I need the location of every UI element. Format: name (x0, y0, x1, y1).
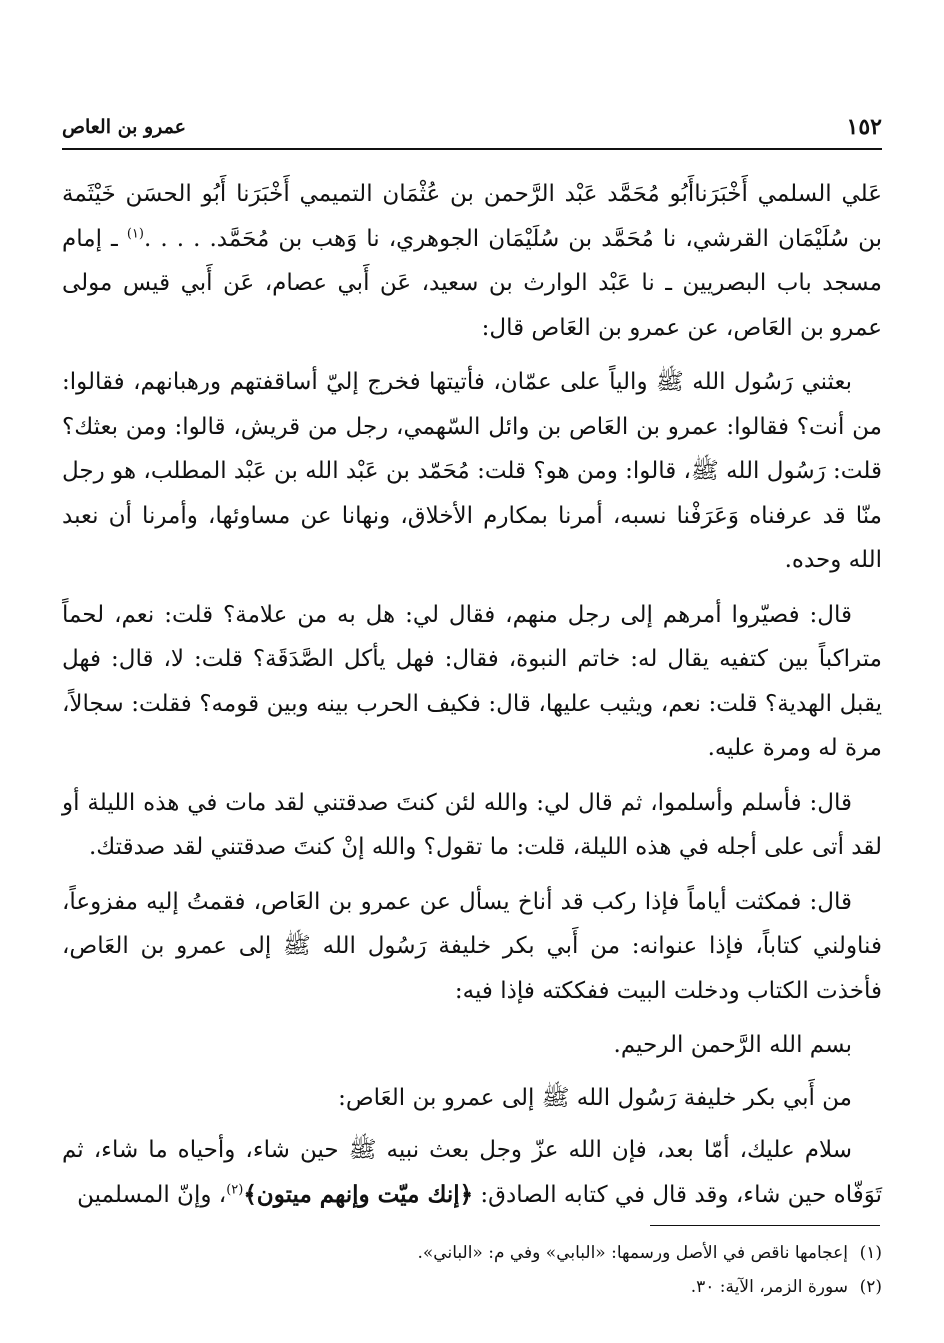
footnote-2 (62, 1270, 882, 1304)
paragraph-letter-body (62, 1128, 882, 1217)
quran-quote: ﴿إنك ميّت وإنهم ميتون﴾ (243, 1180, 474, 1208)
paragraph-text: ـ إمام مسجد باب البصريين ـ نا عَبْد الوارث بن سعيد، عَن أَبي عصام، عَن أَبي قيس مولى عمرو بن العَاص، عن عمرو بن العَاص قال: (62, 225, 882, 341)
paragraph: بعثني رَسُول الله ﷺ والياً على عمّان، فأتيتها فخرج إليّ أساقفتهم ورهبانهم، فقالوا: من أنت؟ فقالوا: عمرو بن العَاص بن وائل السّهمي، رجل من قريش، قالوا: ومن بعثك؟ قلت: رَسُول الله ﷺ، قالوا: ومن هو؟ قلت: مُحَمّد بن عَبْد الله بن عَبْد المطلب، هو رجل منّا قد عرفناه وَعَرَفْنا نسبه، أمرنا بمكارم الأخلاق، ونهانا عن مساوئها، وأمرنا أن نعبد الله وحده. (62, 369, 882, 573)
paragraph: قال: فمكثت أياماً فإذا ركب قد أناخ يسأل عن عمرو بن العَاص، فقمتُ إليه مفزوعاً، فناولني كتاباً، فإذا عنوانه: من أَبي بكر خليفة رَسُول الله ﷺ إلى عمرو بن العَاص، فأخذت الكتاب ودخلت البيت ففككته فإذا فيه: (62, 888, 882, 1004)
letter-address: من أَبي بكر خليفة رَسُول الله ﷺ إلى عمرو بن العَاص: (338, 1084, 852, 1111)
footnote-text: سورة الزمر، الآية: ٣٠. (690, 1277, 848, 1297)
footnote-divider (650, 1225, 880, 1226)
paragraph: قال: فأسلم وأسلموا، ثم قال لي: والله لئن كنتَ صدقتني لقد مات في هذه الليلة أو لقد أتى على أجله في هذه الليلة، قلت: ما تقول؟ والله إنْ كنتَ صدقتني لقد صدقتك. (62, 789, 882, 860)
footnote-1 (62, 1236, 882, 1270)
footnote-marker: (٢) (226, 1181, 244, 1197)
paragraph-text: عَلي السلمي أَخْبَرَناأَبُو مُحَمَّد عَبْد الرَّحمن بن عُثْمَان التميمي أَخْبَرَنا أَبُو الحسَن خَيْثَمة بن سُلَيْمَان القرشي، نا مُحَمَّد بن سُلَيْمَان الجوهري، نا وَهب بن مُحَمَّد. . . . . (62, 181, 882, 252)
running-title: عمرو بن العاص (62, 116, 186, 138)
paragraph-text: سلام عليك، أمّا بعد، فإن الله عزّ وجل بعث نبيه ﷺ حين شاء، وأحياه ما شاء، ثم تَوَفّاه حين شاء، وقد قال في كتابه الصادق: (62, 1137, 882, 1208)
footnote-marker: (١) (126, 225, 144, 241)
letter-basmala: بسم الله الرَّحمن الرحيم. (613, 1032, 852, 1058)
footnote-number: (٢) (859, 1277, 882, 1297)
page-header (62, 112, 882, 150)
main-text (62, 172, 882, 1227)
footnote-text: إعجامها ناقص في الأصل ورسمها: «البابي» وفي م: «الباني». (417, 1243, 848, 1263)
footnotes (62, 1236, 882, 1304)
paragraph: قال: فصيّروا أمرهم إلى رجل منهم، فقال لي: هل به من علامة؟ قلت: نعم، لحماً متراكباً بين كتفيه يقال له: خاتم النبوة، فقال: فهل يأكل الصَّدَقَة؟ قلت: لا، قال: فهل يقبل الهدية؟ قلت: نعم، ويثيب عليها، قال: فكيف الحرب بينه وبين قومه؟ فقلت: سجالاً، مرة له ومرة عليه. (62, 601, 882, 761)
paragraph-text: ، وإنّ المسلمين (77, 1181, 227, 1208)
footnote-number: (١) (859, 1243, 882, 1263)
paragraph-isnad (62, 172, 882, 350)
page-number: ١٥٢ (846, 114, 882, 140)
